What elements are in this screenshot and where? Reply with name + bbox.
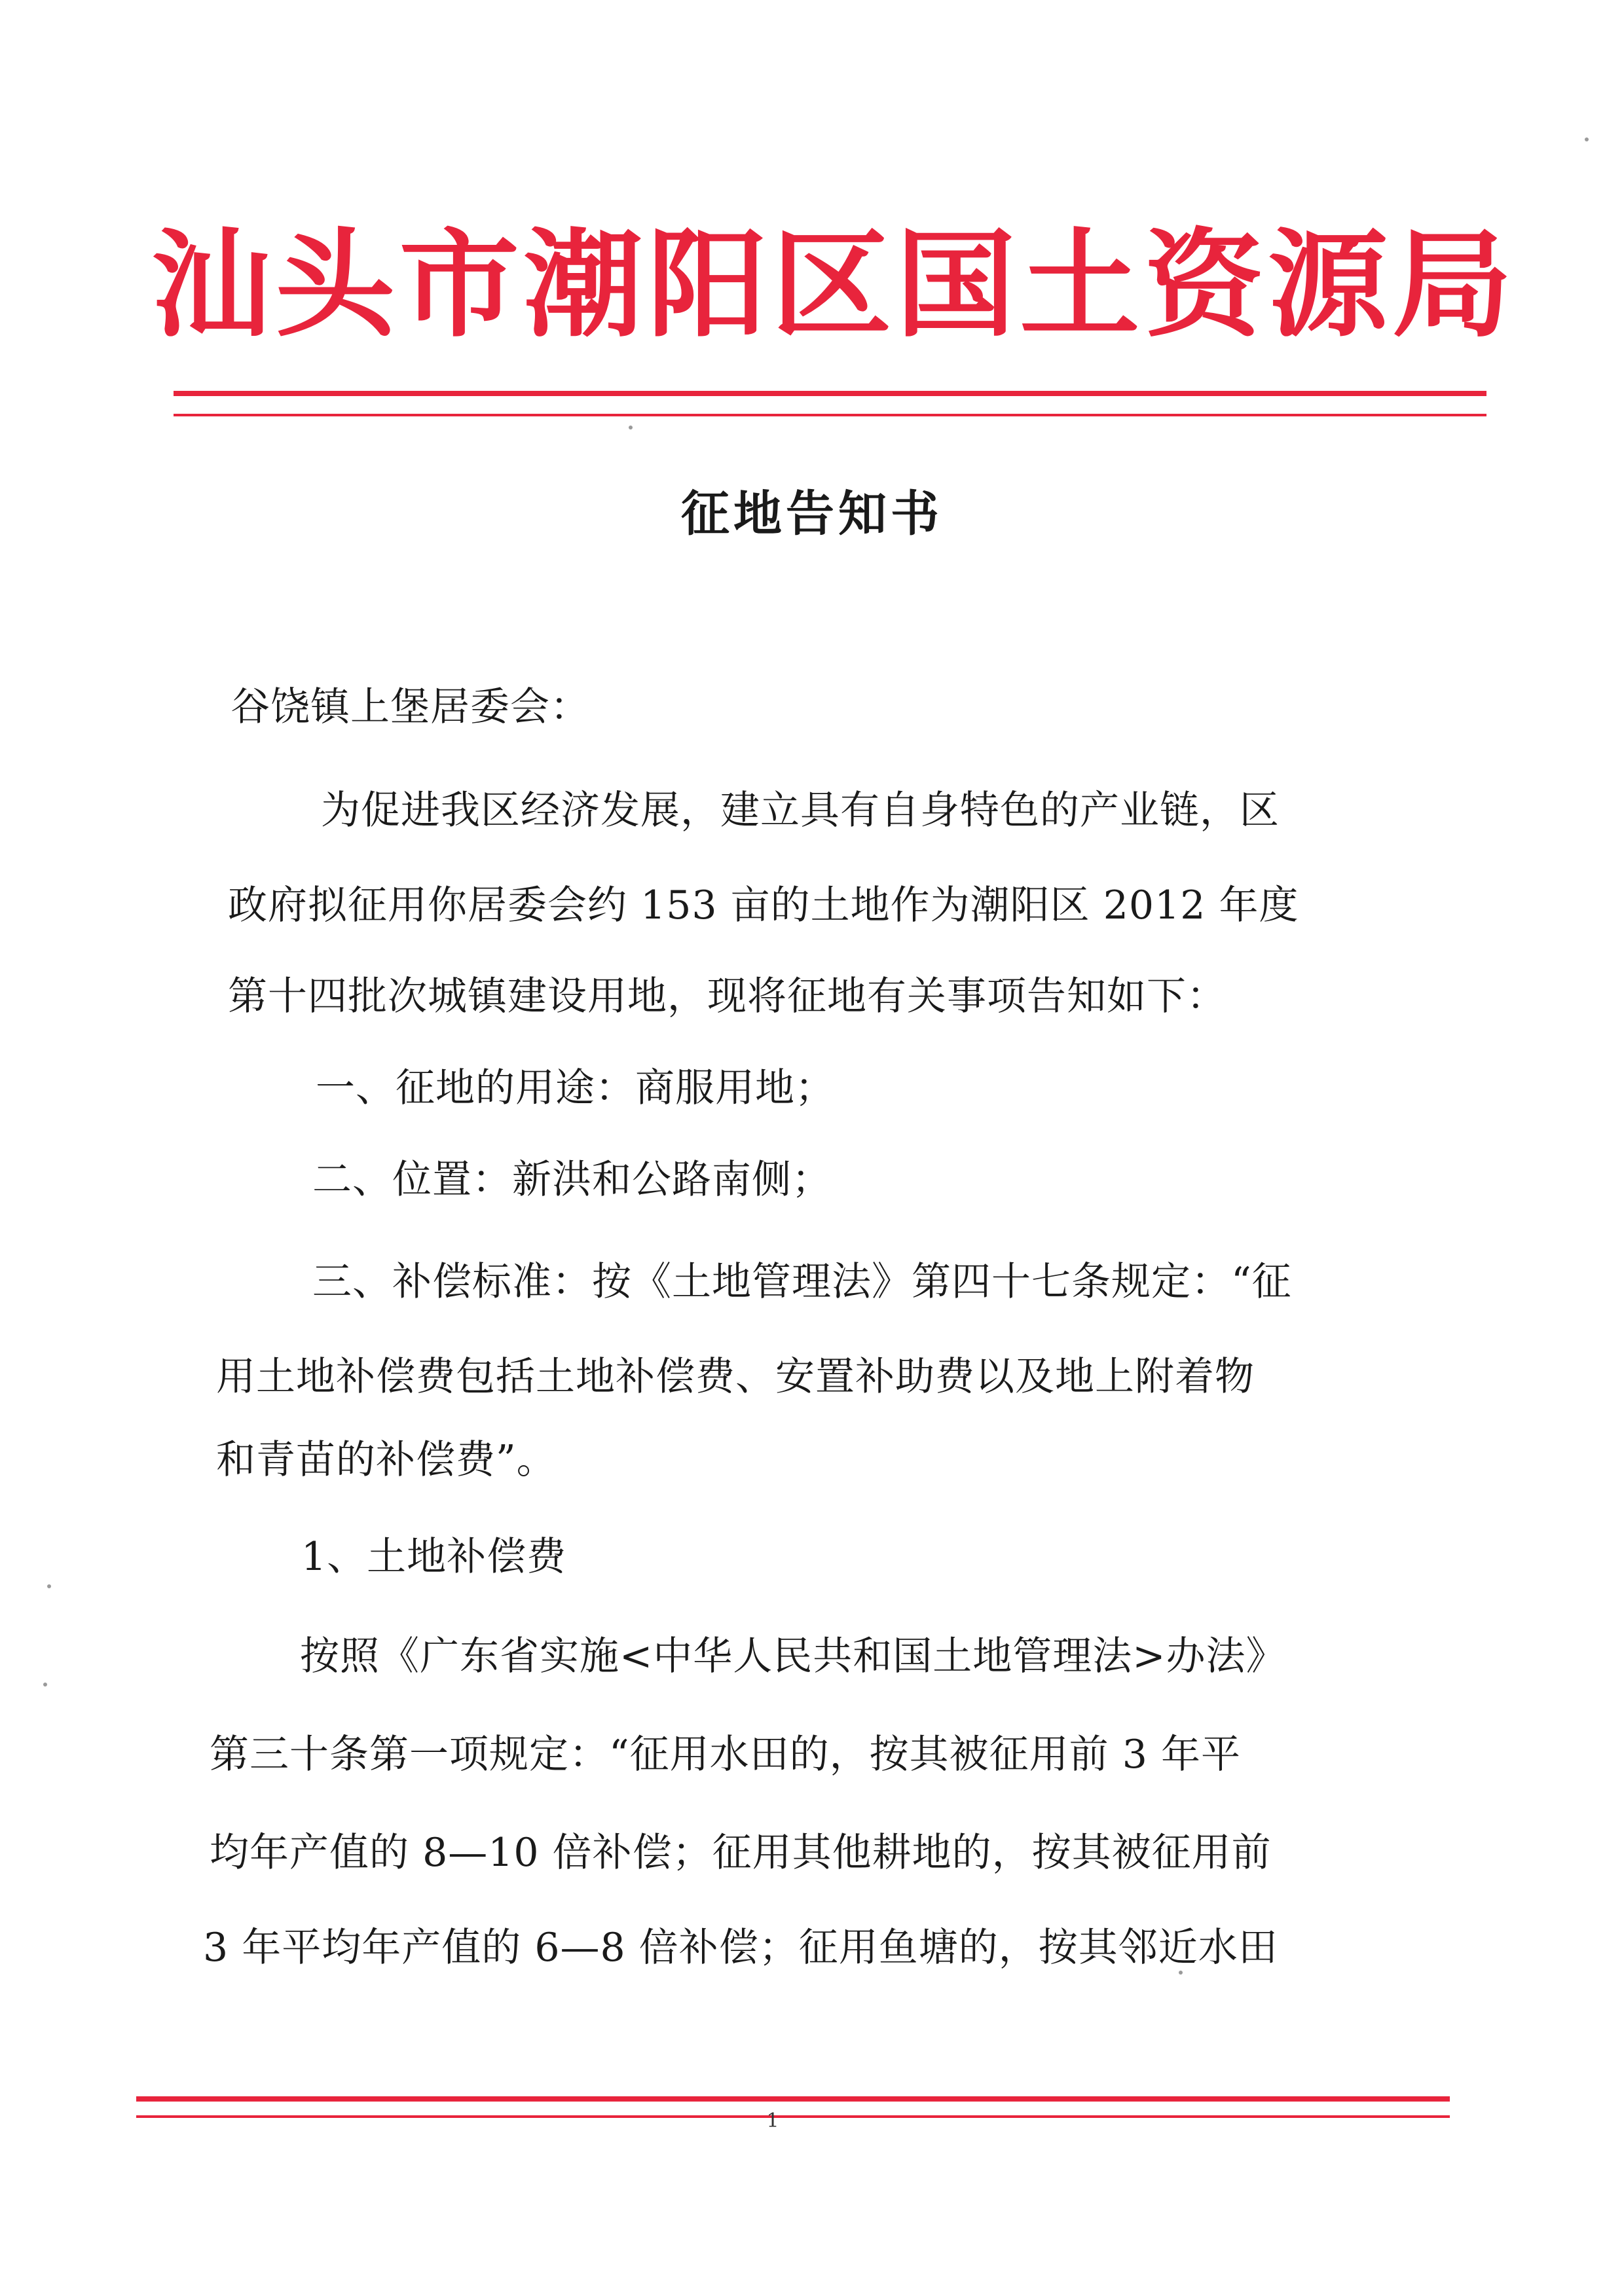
body-line: 均年产值的 8—10 倍补偿；征用其他耕地的，按其被征用前 [210,1830,1272,1876]
scan-speck [1179,1971,1183,1975]
scan-speck [1585,137,1589,141]
letterhead-red-rule-thick [174,391,1486,396]
body-line: 第三十条第一项规定：“征用水田的，按其被征用前 3 年平 [210,1732,1241,1777]
page-number: 1 [766,2109,779,2132]
body-line: 1、土地补偿费 [301,1534,567,1580]
body-line: 二、位置：新洪和公路南侧； [312,1157,832,1203]
document-title: 征地告知书 [681,486,943,542]
body-line: 为促进我区经济发展，建立具有自身特色的产业链，区 [321,788,1280,833]
body-line: 一、征地的用途：商服用地； [316,1065,835,1111]
body-line: 三、补偿标准：按《土地管理法》第四十七条规定：“征 [312,1259,1292,1305]
footer-red-rule-thick [136,2096,1450,2102]
body-line: 按照《广东省实施<中华人民共和国土地管理法>办法》 [300,1633,1286,1679]
body-line: 3 年平均年产值的 6—8 倍补偿；征用鱼塘的，按其邻近水田 [203,1925,1278,1971]
scan-speck [629,426,633,429]
letterhead-org-name: 汕头市潮阳区国土资源局 [151,216,1517,353]
body-line: 政府拟征用你居委会约 153 亩的土地作为潮阳区 2012 年度 [228,883,1299,928]
scan-speck [43,1683,47,1686]
body-line: 和青苗的补偿费”。 [216,1437,557,1483]
footer-red-rule-thin [136,2115,1450,2118]
addressee: 谷饶镇上堡居委会： [231,684,590,730]
letterhead-red-rule-thin [174,414,1486,416]
scan-speck [47,1584,51,1588]
body-line: 第十四批次城镇建设用地，现将征地有关事项告知如下： [228,974,1227,1019]
body-line: 用土地补偿费包括土地补偿费、安置补助费以及地上附着物 [216,1354,1255,1400]
